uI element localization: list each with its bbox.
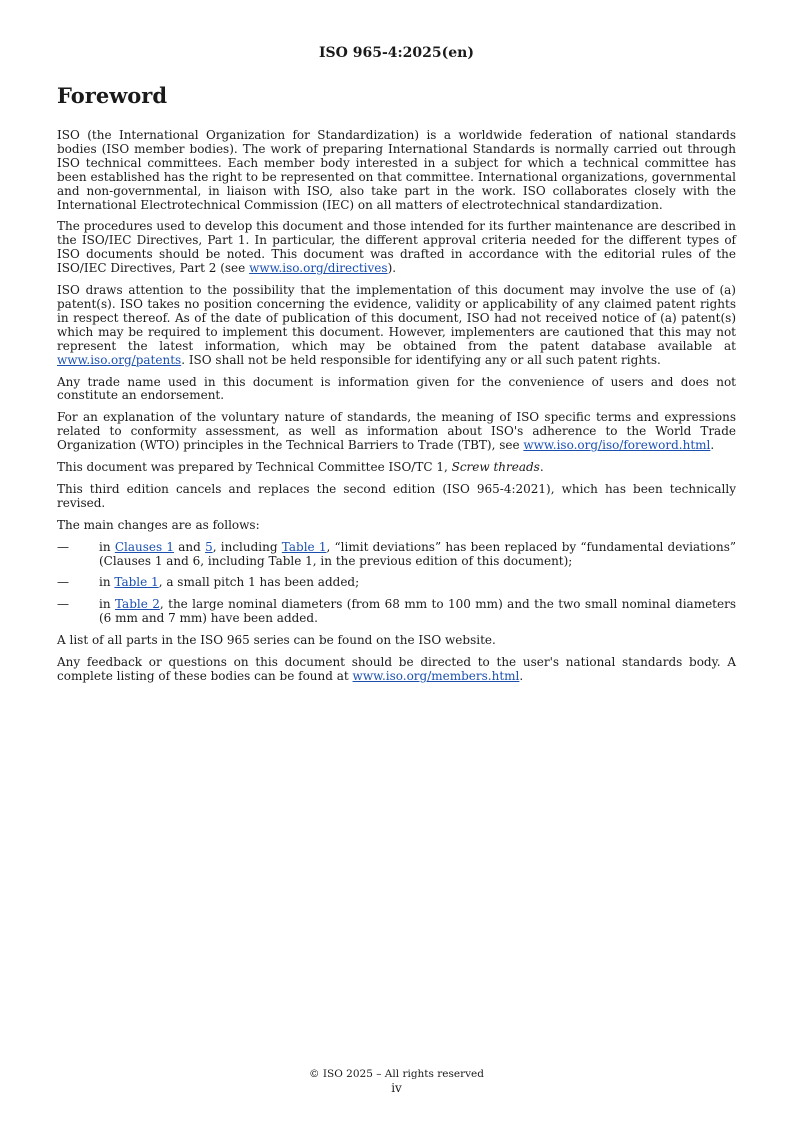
page-number: iv bbox=[391, 1081, 402, 1095]
list-dash: — bbox=[57, 539, 69, 554]
foreword-body bbox=[57, 129, 736, 692]
directives-link[interactable]: www.iso.org/directives bbox=[249, 261, 388, 276]
list-item bbox=[57, 541, 736, 569]
paragraph-committee bbox=[57, 461, 736, 475]
page-footer bbox=[0, 1067, 793, 1095]
clause-5-link[interactable]: 5 bbox=[205, 539, 213, 554]
paragraph-feedback bbox=[57, 656, 736, 684]
paragraph-tail: . ISO shall not be held responsible for identifying any or all such patent rights. bbox=[181, 352, 661, 367]
paragraph-procedures bbox=[57, 220, 736, 276]
list-dash: — bbox=[57, 597, 69, 612]
committee-title: Screw threads bbox=[451, 460, 540, 475]
paragraph-tail: . bbox=[539, 460, 544, 475]
table-1-link[interactable]: Table 1 bbox=[114, 575, 159, 590]
page-title: Foreword bbox=[57, 83, 168, 108]
list-item bbox=[57, 598, 736, 626]
table-1-link[interactable]: Table 1 bbox=[281, 539, 327, 554]
paragraph-edition: This third edition cancels and replaces the second edition (ISO 965-4:2021), which has been technically revised. bbox=[57, 481, 736, 510]
paragraph-voluntary-nature bbox=[57, 411, 736, 453]
paragraph-trade-name: Any trade name used in this document is information given for the convenience of users and does not constitute an endorsement. bbox=[57, 374, 736, 403]
list-item bbox=[57, 576, 736, 590]
list-item-text: in Table 1, a small pitch 1 has been added; bbox=[99, 575, 360, 590]
paragraph-text: ISO draws attention to the possibility that the implementation of this document may involve the use of (a) patent(s). ISO takes no position concerning the evidence, validity or applicability of any claimed patent rights in respect thereof. As of the date of publication of this document, ISO had not received notice of (a) patent(s) which may be required to implement this document. However, implementers are cautioned that this may not represent the latest information, which may be obtained from the patent database available at bbox=[57, 283, 736, 353]
paragraph-tail: . bbox=[519, 669, 524, 683]
paragraph-tail: ). bbox=[387, 261, 397, 276]
clauses-1-link[interactable]: Clauses 1 bbox=[114, 539, 175, 554]
document-id-header: ISO 965-4:2025(en) bbox=[319, 45, 474, 61]
paragraph-text: This document was prepared by Technical Committee ISO/TC 1, bbox=[57, 460, 452, 475]
patents-link[interactable]: www.iso.org/patents bbox=[57, 352, 182, 367]
paragraph-patents bbox=[57, 284, 736, 367]
list-dash: — bbox=[57, 575, 69, 590]
copyright-notice: © ISO 2025 – All rights reserved bbox=[309, 1068, 484, 1080]
paragraph-tail: . bbox=[710, 438, 715, 453]
paragraph-text: Any feedback or questions on this document should be directed to the user's national standards body. A complete listing of these bodies can be found at bbox=[57, 655, 736, 683]
list-item-text: in Clauses 1 and 5, including Table 1, “limit deviations” has been replaced by “fundamental deviations” (Clauses 1 and 6, including Table 1, in the previous edition of this document); bbox=[99, 539, 736, 568]
paragraph-text: The procedures used to develop this document and those intended for its further maintenance are described in the ISO/IEC Directives, Part 1. In particular, the different approval criteria needed for the different types of ISO documents should be noted. This document was drafted in accordance with the editorial rules of the ISO/IEC Directives, Part 2 (see bbox=[57, 219, 736, 276]
list-item-text: in Table 2, the large nominal diameters (from 68 mm to 100 mm) and the two small nominal diameters (6 mm and 7 mm) have been added. bbox=[99, 597, 736, 626]
paragraph-main-changes-intro: The main changes are as follows: bbox=[57, 517, 260, 532]
paragraph-iso-intro: ISO (the International Organization for Standardization) is a worldwide federation of national standards bodies (ISO member bodies). The work of preparing International Standards is normally carried out through ISO technical committees. Each member body interested in a subject for which a technical committee has been established has the right to be represented on that committee. International organizations, governmental and non-governmental, in liaison with ISO, also take part in the work. ISO collaborates closely with the International Electrotechnical Commission (IEC) on all matters of electrotechnical standardization. bbox=[57, 128, 736, 212]
paragraph-text: For an explanation of the voluntary nature of standards, the meaning of ISO specific terms and expressions related to conformity assessment, as well as information about ISO's adherence to the World Trade Organization (WTO) principles in the Technical Barriers to Trade (TBT), see bbox=[57, 410, 736, 453]
paragraph-series-list: A list of all parts in the ISO 965 series can be found on the ISO website. bbox=[57, 633, 496, 648]
members-link[interactable]: www.iso.org/members.html bbox=[352, 669, 520, 683]
foreword-link[interactable]: www.iso.org/iso/foreword.html bbox=[523, 438, 711, 453]
table-2-link[interactable]: Table 2 bbox=[114, 597, 160, 612]
